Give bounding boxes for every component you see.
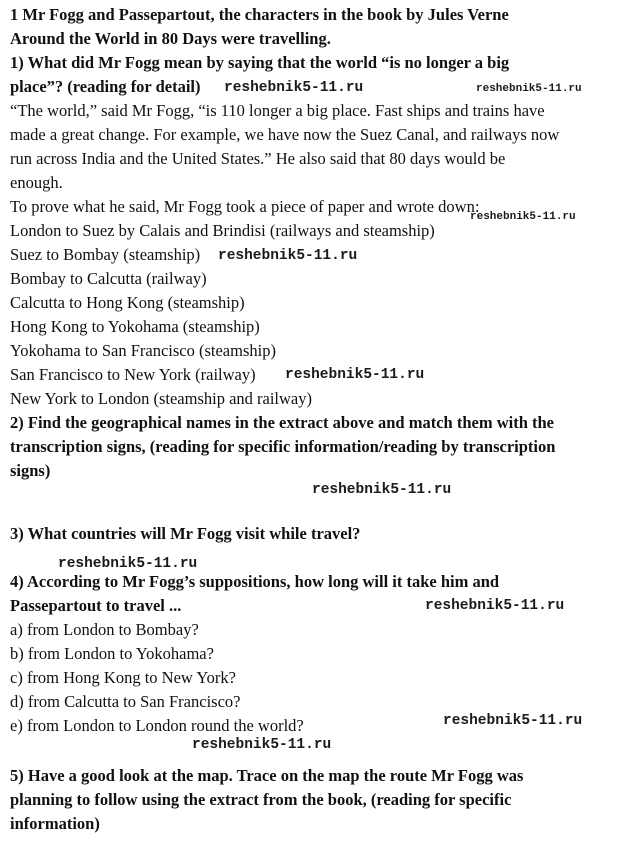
question-4-line-1: 4) According to Mr Fogg’s suppositions, how long will it take him and — [10, 572, 500, 591]
watermark: reshebnik5-11.ru — [443, 713, 583, 729]
question-4-item-b: b) from London to Yokohama? — [10, 644, 214, 663]
question-1-line-2: place”? (reading for detail) — [10, 77, 201, 96]
watermark: reshebnik5-11.ru — [58, 556, 198, 572]
question-4-item-c: c) from Hong Kong to New York? — [10, 668, 236, 687]
route-line-6: Yokohama to San Francisco (steamship) — [10, 341, 276, 360]
question-4-line-2: Passepartout to travel ... — [10, 596, 182, 615]
question-4-item-e: e) from London to London round the world? — [10, 716, 304, 735]
route-line-5: Hong Kong to Yokohama (steamship) — [10, 317, 260, 336]
question-3: 3) What countries will Mr Fogg visit while travel? — [10, 524, 361, 543]
exercise-title-line-1: 1 Mr Fogg and Passepartout, the characters in the book by Jules Verne — [10, 5, 509, 24]
passage-line-4: enough. — [10, 173, 63, 192]
watermark: reshebnik5-11.ru — [425, 598, 565, 614]
route-line-1: London to Suez by Calais and Brindisi (railways and steamship) — [10, 221, 435, 240]
question-5-line-3: information) — [10, 814, 100, 833]
question-4-item-d: d) from Calcutta to San Francisco? — [10, 692, 241, 711]
route-line-7: San Francisco to New York (railway) — [10, 365, 256, 384]
watermark: reshebnik5-11.ru — [218, 248, 358, 264]
question-2-line-3: signs) — [10, 461, 51, 480]
watermark: reshebnik5-11.ru — [285, 367, 425, 383]
route-line-4: Calcutta to Hong Kong (steamship) — [10, 293, 245, 312]
watermark: reshebnik5-11.ru — [224, 80, 364, 96]
question-5-line-2: planning to follow using the extract from the book, (reading for specific — [10, 790, 512, 809]
route-line-2: Suez to Bombay (steamship) — [10, 245, 201, 264]
watermark: reshebnik5-11.ru — [470, 211, 576, 223]
question-4-item-a: a) from London to Bombay? — [10, 620, 199, 639]
route-line-8: New York to London (steamship and railway) — [10, 389, 312, 408]
watermark: reshebnik5-11.ru — [312, 482, 452, 498]
passage-line-2: made a great change. For example, we have now the Suez Canal, and railways now — [10, 125, 560, 144]
passage-line-5: To prove what he said, Mr Fogg took a piece of paper and wrote down: — [10, 197, 480, 216]
question-2-line-1: 2) Find the geographical names in the extract above and match them with the — [10, 413, 555, 432]
passage-line-3: run across India and the United States.” He also said that 80 days would be — [10, 149, 506, 168]
question-2-line-2: transcription signs, (reading for specific information/reading by transcription — [10, 437, 556, 456]
question-5-line-1: 5) Have a good look at the map. Trace on the map the route Mr Fogg was — [10, 766, 524, 785]
watermark: reshebnik5-11.ru — [476, 83, 582, 95]
question-1-line-1: 1) What did Mr Fogg mean by saying that the world “is no longer a big — [10, 53, 510, 72]
route-line-3: Bombay to Calcutta (railway) — [10, 269, 207, 288]
exercise-title-line-2: Around the World in 80 Days were travelling. — [10, 29, 331, 48]
passage-line-1: “The world,” said Mr Fogg, “is 110 longer a big place. Fast ships and trains have — [10, 101, 545, 120]
watermark: reshebnik5-11.ru — [192, 737, 332, 753]
